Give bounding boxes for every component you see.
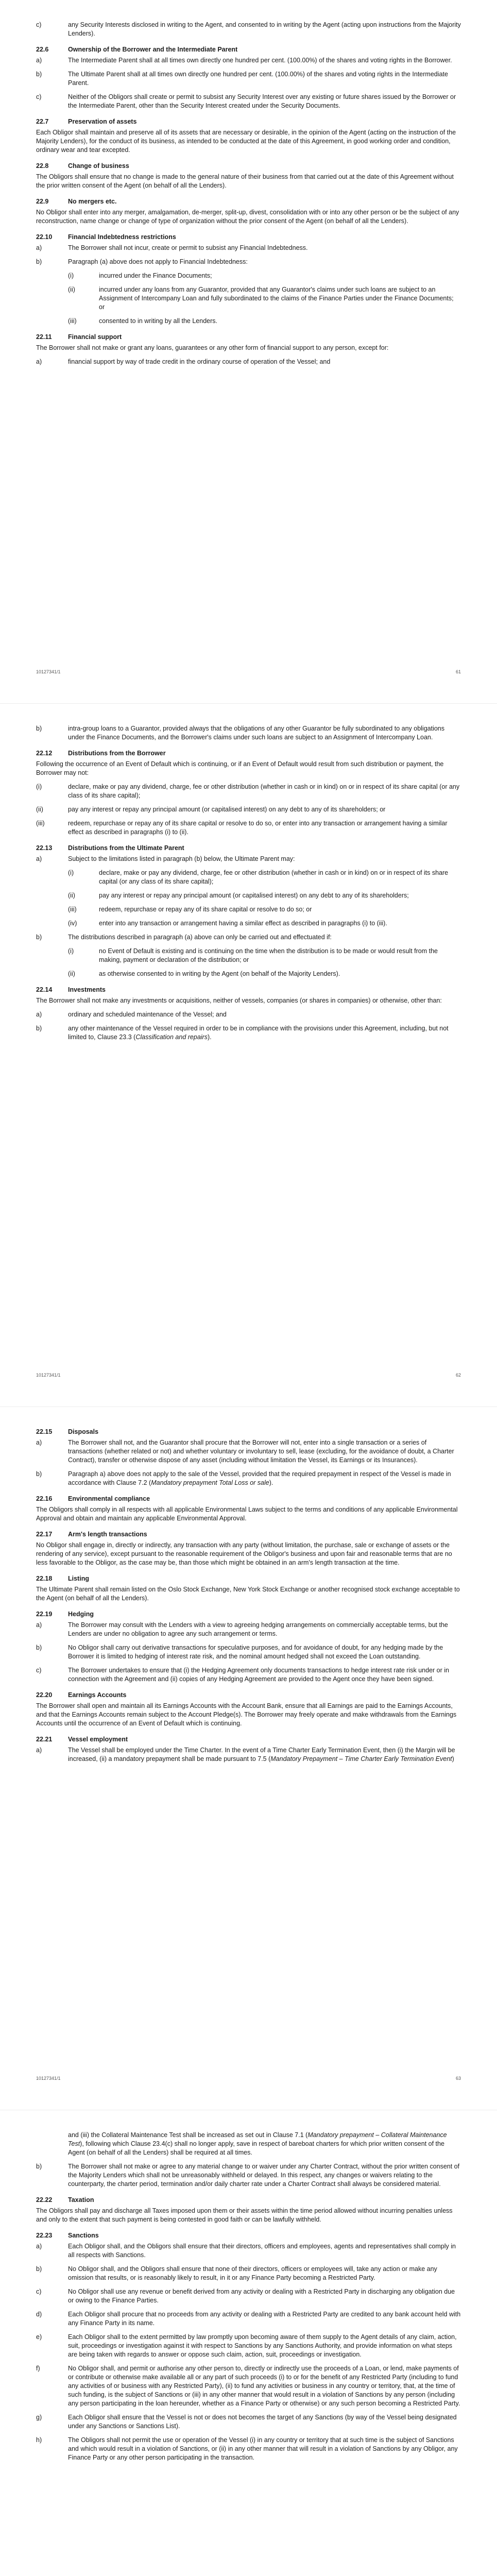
heading-22-10: 22.10 Financial Indebtedness restrictions [36,233,176,241]
clause-22-19-b: b) No Obligor shall carry out derivative transactions for speculative purposes, and for avoidance of doubt, for any hedging made by the Borrower it is limited to hedging of interest rate risk, and the nominal amount hedged shall not exceed the Loan outstanding. [36,1644,443,1660]
clause-22-10-a: a) The Borrower shall not incur, create or permit to subsist any Financial Indebtedness. [36,244,308,251]
page-62 [0,703,497,1406]
clause-22-23-b: b) No Obligor shall, and the Obligors shall ensure that none of their directors, officers or employees will, take any action or make any omission that results, or is reasonably likely to result, in it or any Finance Party becoming a Restricted Party. [36,2265,437,2281]
clause-22-23-h: h) The Obligors shall not permit the use or operation of the Vessel (i) in any country or territory that at such time is the subject of Sanctions and which would result in a violation of Sanctions, or (ii) in any other manner that will result in a violation of Sanctions by any Obligor, any Finance Party or any other person participating in the transaction. [36,2436,458,2461]
clause-22-13-b: b) The distributions described in paragraph (a) above can only be carried out and effectuated if: [36,934,332,941]
clause-22-15-b: b) Paragraph a) above does not apply to the sale of the Vessel, provided that the required prepayment in respect of the Vessel is made in accordance with Clause 7.2 (Mandatory prepayment Total Loss or sale). [36,1470,451,1486]
clause-22-15-a: a) The Borrower shall not, and the Guarantor shall procure that the Borrower will not, enter into a single transaction or a series of transactions (whether related or not) and whether voluntary or involuntary to sell, lease (excluding, for the avoidance of doubt, a Charter Contract), transfer or otherwise dispose of any asset (including without limitation the Vessel, its Earnings or its Insurances). [36,1439,454,1464]
page-number: 62 [455,1372,461,1378]
clause-22-19-c: c) The Borrower undertakes to ensure that (i) the Hedging Agreement only documents transactions to hedge interest rate risk under or in connection with the Agreement and (ii) copies of any Hedging Agreement are provided to the Agent once they have been signed. [36,1667,449,1683]
clause-22-14-a: a) ordinary and scheduled maintenance of the Vessel; and [36,1011,227,1018]
clause-22-13-b-ii: (ii) as otherwise consented to in writing by the Agent (on behalf of the Majority Lenders). [68,970,340,977]
clause-22-23-e: e) Each Obligor shall to the extent permitted by law promptly upon becoming aware of them supply to the Agent details of any claim, action, suit, proceedings or investigation against it with respect to Sanctions by any Sanctions Authority, and provide information on what steps are being taken with regards to answer or oppose such claim, action, suit, proceedings or investigation. [36,2333,457,2358]
cross-reference: Mandatory prepayment Total Loss or sale [151,1479,269,1486]
clause-22-5-c: c) any Security Interests disclosed in writing to the Agent, and consented to in writing by the Agent (acting upon instructions from the Majority Lenders). [36,21,461,37]
heading-22-9: 22.9 No mergers etc. [36,198,117,205]
clause-22-12-ii: (ii) pay any interest or repay any principal amount (or capitalised interest) on any debt to any of its shareholders; or [36,806,386,813]
clause-22-10-b-iii: (iii) consented to in writing by all the Lenders. [68,317,217,325]
paragraph-22-9: No Obligor shall enter into any merger, amalgamation, de-merger, split-up, divest, consolidation with or into any other person or be the subject of any reconstruction, name change or change of type of organization without the prior consent of the Agent (on behalf of all the Lenders). [36,209,459,225]
clause-22-13-a: a) Subject to the limitations listed in paragraph (b) below, the Ultimate Parent may: [36,855,295,862]
clause-22-23-g: g) Each Obligor shall ensure that the Vessel is not or does not becomes the target of any Sanctions (by way of the Vessel being designated under any Sanctions or Sanctions List). [36,2414,457,2430]
paragraph-22-17: No Obligor shall engage in, directly or indirectly, any transaction with any party (without limitation, the purchase, sale or exchange of assets or the rendering of any service), except pursuant to the reasonable requirement of the Obligor's business and upon fair and reasonable terms that are no less favorable to the Obligor, as the case may be, than those which might be obtained in an arm's length transaction at the time. [36,1541,452,1566]
paragraph-22-8: The Obligors shall ensure that no change is made to the general nature of their business from that carried out at the date of this Agreement without the prior written consent of the Agent (on behalf of all the Lenders). [36,173,454,189]
clause-22-6-b: b) The Ultimate Parent shall at all times own directly one hundred per cent. (100.00%) of the shares and voting rights in the Intermediate Parent. [36,71,448,87]
heading-22-23: 22.23 Sanctions [36,2232,99,2239]
page-64 [0,2110,497,2576]
clause-22-13-a-ii: (ii) pay any interest or repay any principal amount (or capitalised interest) on any debt to any of its shareholders; [68,892,409,899]
heading-22-8: 22.8 Change of business [36,162,129,170]
heading-22-6: 22.6 Ownership of the Borrower and the Intermediate Parent [36,46,238,53]
clause-22-13-a-iii: (iii) redeem, repurchase or repay any of its share capital or resolve to do so; or [68,906,312,913]
paragraph-22-20: The Borrower shall open and maintain all its Earnings Accounts with the Account Bank, ensure that all Earnings are paid to the Earnings Accounts, and that the Earnings Accounts remain subject to the Account Pledge(s). The Borrower may freely operate and make withdrawals from the Earnings Accounts until the occurrence of an Event of Default which is continuing. [36,1702,457,1727]
page-footer [0,2076,497,2083]
clause-22-11-a: a) financial support by way of trade credit in the ordinary course of operation of the Vessel; and [36,358,331,365]
clause-22-6-a: a) The Intermediate Parent shall at all times own directly one hundred per cent. (100.00%) of the shares and voting rights in the Borrower. [36,57,452,64]
heading-22-18: 22.18 Listing [36,1575,89,1582]
clause-22-12-i: (i) declare, make or pay any dividend, charge, fee or other distribution (whether in cash or in kind) on or in respect of its share capital (or any class of its share capital); [36,783,460,799]
heading-22-19: 22.19 Hedging [36,1611,94,1618]
heading-22-7: 22.7 Preservation of assets [36,118,137,125]
document-reference: 10127341/1 [36,669,61,674]
paragraph-22-16: The Obligors shall comply in all respects with all applicable Environmental Laws subject to the terms and conditions of any applicable Environmental Approval and obtain and maintain any applicable Environmental Approval. [36,1506,458,1522]
clause-22-21-a-continued: and (iii) the Collateral Maintenance Test shall be increased as set out in Clause 7.1 (Mandatory prepayment – Collateral Maintenance Test), following which Clause 23.4(c) shall no longer apply, save in respect of bareboat charters for which prior written consent of the Agent (on behalf of all the Lenders) shall be required at all times. [68,2131,447,2156]
clause-22-12-iii: (iii) redeem, repurchase or repay any of its share capital or resolve to do so, or enter into any transaction or arrangement having a similar effect as described in paragraphs (i) to (ii). [36,820,448,836]
heading-22-14: 22.14 Investments [36,986,106,993]
heading-22-21: 22.21 Vessel employment [36,1736,128,1743]
paragraph-22-18: The Ultimate Parent shall remain listed on the Oslo Stock Exchange, New York Stock Exchange or another recognised stock exchange acceptable to the Agent (on behalf of all the Lenders). [36,1586,460,1602]
paragraph-22-11: The Borrower shall not make or grant any loans, guarantees or any other form of financial support to any person, except for: [36,344,389,351]
paragraph-22-12: Following the occurrence of an Event of Default which is continuing, or if an Event of Default would result from such distribution or payment, the Borrower may not: [36,760,444,776]
clause-22-23-a: a) Each Obligor shall, and the Obligors shall ensure that their directors, officers and employees, agents and representatives shall comply in all respects with Sanctions. [36,2243,456,2259]
clause-22-13-b-i: (i) no Event of Default is existing and is continuing on the time when the distribution is to be made or would result from the making, payment or declaration of the distribution; or [68,947,438,963]
document-reference: 10127341/1 [36,1372,61,1378]
clause-22-21-b: b) The Borrower shall not make or agree to any material change to or waiver under any Charter Contract, without the prior written consent of the Majority Lenders which shall not be unreasonably withheld or delayed. In this respect, any changes or waivers relating to the counterparty, the charter period, termination and/or daily charter rate under a Charter Contract shall always be considered material. [36,2163,460,2188]
clause-22-23-d: d) Each Obligor shall procure that no proceeds from any activity or dealing with a Restricted Party are credited to any bank account held with any Finance Party in its name. [36,2311,461,2327]
clause-22-23-c: c) No Obligor shall use any revenue or benefit derived from any activity or dealing with a Restricted Party in discharging any obligation due or owing to the Finance Parties. [36,2288,455,2304]
page-number: 61 [455,669,461,674]
paragraph-22-14: The Borrower shall not make any investments or acquisitions, neither of vessels, companies (or shares in companies) or otherwise, other than: [36,997,442,1004]
heading-22-20: 22.20 Earnings Accounts [36,1691,127,1699]
heading-22-11: 22.11 Financial support [36,333,122,341]
page-number: 63 [455,2076,461,2081]
page-61 [0,0,497,703]
page-63 [0,1406,497,2110]
clause-22-23-f: f) No Obligor shall, and permit or authorise any other person to, directly or indirectly use the proceeds of a Loan, or lend, make payments of or contribute or otherwise make available all or any part of such proceeds (i) to or for the benefit of any Restricted Party (including to fund any activities of or business with any Restricted Party), (ii) to fund any activities or business in any country or territory, that, at the time of such funding, is the subject of Sanctions or (iii) in any other manner that would result in a violation of Sanctions by any person (including any person participating in the loan hereunder, whether as a Finance Party or otherwise) or any such person becoming a Restricted Party. [36,2365,460,2407]
paragraph-22-7: Each Obligor shall maintain and preserve all of its assets that are necessary or desirable, in the opinion of the Agent (acting on the instruction of the Majority Lenders), for the conduct of its business, as intended to be conducted at the date of this Agreement, in good working order and condition, ordinary wear and tear excepted. [36,129,456,154]
clause-22-19-a: a) The Borrower may consult with the Lenders with a view to agreeing hedging arrangements on commercially acceptable terms, but the Lenders are under no obligation to agree any such arrangement or terms. [36,1621,448,1637]
clause-22-13-a-iv: (iv) enter into any transaction or arrangement having a similar effect as described in paragraphs (i) to (iii). [68,920,387,927]
heading-22-13: 22.13 Distributions from the Ultimate Parent [36,844,184,852]
heading-22-22: 22.22 Taxation [36,2196,94,2204]
clause-22-6-c: c) Neither of the Obligors shall create or permit to subsist any Security Interest over any existing or future shares issued by the Borrower or the Intermediate Parent, other than the Security Interest created under the Security Documents. [36,93,456,109]
paragraph-22-22: The Obligors shall pay and discharge all Taxes imposed upon them or their assets within the time period allowed without incurring penalties unless and only to the extent that such payment is being contested in good faith or can be lawfully withheld. [36,2207,453,2223]
heading-22-17: 22.17 Arm's length transactions [36,1531,147,1538]
heading-22-16: 22.16 Environmental compliance [36,1495,150,1502]
clause-22-10-b-ii: (ii) incurred under any loans from any Guarantor, provided that any Guarantor's claims under such loans are subject to an Assignment of Intercompany Loan and fully subordinated to the claims of the Finance Parties under the Finance Documents; or [68,286,454,311]
cross-reference: Mandatory Prepayment – Time Charter Early Termination Event [270,1755,452,1762]
cross-reference: Mandatory prepayment – Collateral Maintenance Test [68,2131,447,2147]
page-footer [0,1372,497,1380]
clause-22-10-b: b) Paragraph (a) above does not apply to Financial Indebtedness: [36,258,248,265]
clause-22-11-b: b) intra-group loans to a Guarantor, provided always that the obligations of any other Guarantor be fully subordinated to any obligations under the Finance Documents, and the Borrower's claims under such loans are subject to an Assignment of Intercompany Loan. [36,725,445,741]
page-footer [0,669,497,676]
clause-22-14-b: b) any other maintenance of the Vessel required in order to be in compliance with the provisions under this Agreement, including, but not limited to, Clause 23.3 (Classification and repairs). [36,1025,449,1041]
clause-22-10-b-i: (i) incurred under the Finance Documents; [68,272,212,279]
heading-22-15: 22.15 Disposals [36,1428,99,1435]
clause-22-13-a-i: (i) declare, make or pay any dividend, charge, fee or other distribution (whether in cash or in kind) on or in respect of its share capital (or any class of its share capital); [68,869,449,885]
heading-22-12: 22.12 Distributions from the Borrower [36,750,166,757]
clause-22-21-a: a) The Vessel shall be employed under the Time Charter. In the event of a Time Charter Early Termination Event, then (i) the Margin will be increased, (ii) a mandatory prepayment shall be made pursuant to 7.5 (Mandatory Prepayment – Time Charter Early Termination Event) [36,1747,455,1762]
document-reference: 10127341/1 [36,2076,61,2081]
cross-reference: Classification and repairs [135,1033,208,1041]
